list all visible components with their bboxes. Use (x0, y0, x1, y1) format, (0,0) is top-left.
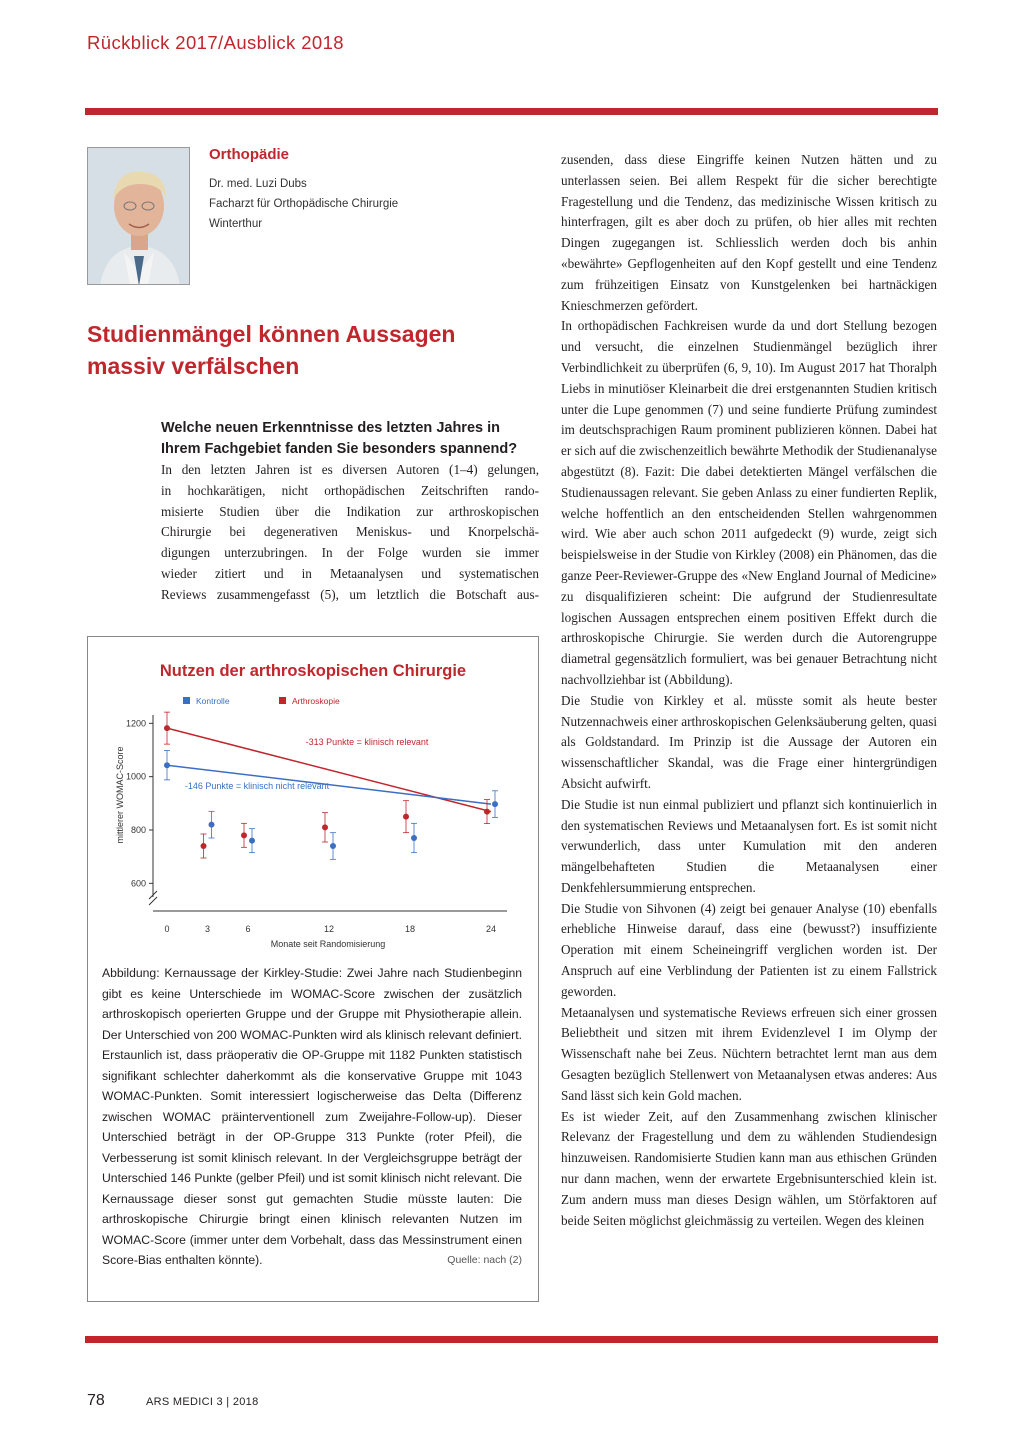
data-point (164, 762, 170, 768)
x-tick-label: 0 (164, 924, 170, 934)
footer-rule (85, 1336, 938, 1343)
annotation-label: -146 Punkte = klinisch nicht relevant (184, 781, 330, 791)
x-tick-label: 18 (404, 924, 416, 934)
body-line: in hochkarätigen, nicht orthopädischen Zeitschriften rando- (161, 482, 539, 498)
interview-question: Welche neuen Erkenntnisse des letzten Jahres in Ihrem Fachgebiet fanden Sie besonders spannend? (161, 420, 518, 457)
data-point (411, 835, 417, 841)
y-tick-label: 800 (130, 825, 146, 835)
body-line: Reviews zusammengefasst (5), um letztlich die Botschaft aus- (161, 586, 539, 602)
figure-source: Quelle: nach (2) (447, 1254, 522, 1266)
legend-swatch (279, 697, 286, 704)
body-line: digungen unterzubringen. In der Folge wurden sie immer (161, 545, 539, 561)
author-title: Facharzt für Orthopädische Chirurgie (209, 198, 399, 210)
right-body-text (561, 150, 937, 1231)
author-photo (87, 147, 190, 285)
paragraph: Die Studie ist nun einmal publiziert und pflanzt sich kontinuierlich in den systematischen Reviews und Metaanalysen fort. Es ist somit nicht verwunderlich, dass unter Kumulation mit den anderen mängelbehafteten Studien die Metaanalysen einer Denkfehlersummierung entsprechen. (561, 796, 937, 895)
author-city: Winterthur (209, 218, 263, 230)
data-point (492, 801, 498, 807)
data-point (241, 832, 247, 838)
y-tick-label: 1200 (125, 718, 146, 729)
x-tick-label: 12 (323, 924, 335, 934)
x-axis-label: Monate seit Randomisierung (270, 939, 386, 949)
paragraph: In orthopädischen Fachkreisen wurde da und dort Stellung bezogen und versucht, die einzelnen Studienmängel bezüglich ihrer Verbindlichkeit zu überprüfen (6, 9, 10). Im August 2017 hat Thoralph Liebs in minutiöser Kleinarbeit die drei erstgenannten Studien kritisch unter die Lupe genommen (7) und seine fundierte Prüfung zumindest im deutschsprachigen Raum prominent publizieren können. Dabei hat er sich auf die zwischenzeitlich bewährte Methodik der Studienanalyse abgestützt (8). Fazit: Die dabei detektierten Mängel verfälschen die Studienaussagen relevant. Sie geben Anlass zu einer fundierten Replik, welche hoffentlich an den entscheidenden Stellen wahrgenommen wird. Wie aber auch schon 2011 aufgedeckt (9) wurde, zeigt sich beispielsweise in der Studie von Kirkley (2008) ein Phänomen, das die ganze Peer-Reviewer-Gruppe des «New England Journal of Medicine» zu disqualifizieren scheint: Die aufgrund der Studienresultate logischen Aussagen entsprechen einem positiven Effekt durch die arthroskopische Chirurgie. Sie werden durch die Autorengruppe diametral gegensätzlich formuliert, was bei genauer Betrachtung nicht nachvollziehbar ist (Abbildung). (561, 318, 937, 687)
magazine-name: ARS MEDICI 3 | 2018 (146, 1396, 259, 1408)
page-number: 78 (87, 1392, 105, 1409)
article-headline: Studienmängel können Aussagen massiv verfälschen (87, 321, 456, 379)
data-point (322, 824, 328, 830)
annotation-label: -313 Punkte = klinisch relevant (305, 737, 429, 747)
data-point (330, 843, 336, 849)
paragraph: Die Studie von Sihvonen (4) zeigt bei genauer Analyse (10) ebenfalls erhebliche Hinweise darauf, dass eine (bewusst?) insuffiziente Operation mit einem Scheineingriff verglichen worden ist. Der Anspruch auf eine Verblindung der Patienten ist zu einem Fallstrick geworden. (561, 900, 937, 999)
chart-axes (126, 715, 507, 934)
y-tick-label: 600 (130, 878, 146, 889)
chart-title: Nutzen der arthroskopischen Chirurgie (159, 662, 467, 680)
data-point (164, 725, 170, 731)
x-tick-label: 6 (245, 924, 251, 934)
data-point (249, 838, 255, 844)
body-line: misierte Studien über die Indikation zur arthroskopischen (161, 503, 539, 519)
running-header: Rückblick 2017/Ausblick 2018 (87, 32, 344, 53)
data-point (484, 809, 490, 815)
left-body-text (161, 460, 539, 606)
body-line: Chirurgie bei degenerativen Meniskus- und Knorpelschä- (161, 524, 539, 540)
caption-text: Abbildung: Kernaussage der Kirkley-Studie: Zwei Jahre nach Studienbeginn gibt es keine Unterschiede im WOMAC-Score zwischen der zusätzlich arthroskopisch operierten Gruppe und der Gruppe mit Physiotherapie allein. Der Unterschied von 200 WOMAC-Punkten wird als klinisch relevant definiert. Erstaunlich ist, dass präoperativ die OP-Gruppe mit 1182 Punkten statistisch signifikant schlechter daherkommt als die konservative Gruppe mit 1043 WOMAC-Punkten. Somit interessiert logischerweise das Delta (Differenz zwischen WOMAC präinterventionell zum Zweijahre-Follow-up). Dieser Unterschied beträgt in der OP-Gruppe 313 Punkte (roter Pfeil), die Verbesserung ist somit klinisch relevant. In der Vergleichsgruppe beträgt der Unterschied 146 Punkte (gelber Pfeil) und ist somit klinisch nicht relevant. Die Kernaussage dieser sonst gut gemachten Studie müsste lauten: Die arthroskopische Chirurgie bringt einen klinisch relevanten Nutzen im WOMAC-Score (immer unter dem Vorbehalt, dass das Messinstrument einen Score-Bias enthalten könnte). (102, 966, 522, 1267)
header-rule (85, 108, 938, 115)
paragraph: Die Studie von Kirkley et al. müsste somit als heute bester Nutzennachweis einer arthroskopischen Gelenksäuberung gelten, quasi als Goldstandard. Im Prinzip ist die Aussage der Autoren ein wissenschaftlicher Skandal, was die Frage einer hintergründigen Absicht aufwirft. (561, 692, 937, 791)
legend-swatch (183, 697, 190, 704)
chart-svg (87, 685, 539, 955)
author-name: Dr. med. Luzi Dubs (209, 178, 307, 190)
paragraph: Metaanalysen und systematische Reviews erfreuen sich einer grossen Beliebtheit und sitzen mit ihrem Evidenzlevel I im Olymp der Wissenschaft nahe bei Zeus. Nüchtern betrachtet lernt man aus dem Gesagten bezüglich Stellenwert von Metaanalysen etwas anderes: Aus Sand lässt sich kein Gold machen. (561, 1004, 937, 1103)
body-line: wieder zitiert und in Metaanalysen und systematischen (161, 565, 539, 581)
paragraph: Es ist wieder Zeit, auf den Zusammenhang zwischen klinischer Relevanz der Fragestellung und dem zu wählenden Studiendesign hinzuweisen. Randomisierte Studien kann man aus ethischen Gründen nur dann machen, wenn der erwartete Ergebnisunterschied klein ist. Zum andern muss man dieses Design wählen, um Störfaktoren auf beide Seiten möglichst gleichmässig zu verteilen. Wegen des kleinen (561, 1108, 937, 1228)
chart-legend (183, 696, 340, 706)
legend-label: Kontrolle (196, 696, 230, 706)
section-label: Orthopädie (209, 146, 290, 163)
figure-caption (102, 963, 522, 1271)
y-axis-label: mittlerer WOMAC-Score (115, 746, 125, 844)
data-point (201, 843, 207, 849)
x-tick-label: 24 (485, 924, 497, 934)
x-tick-label: 3 (204, 924, 211, 934)
legend-label: Arthroskopie (292, 696, 340, 706)
data-point (209, 822, 215, 828)
paragraph: zusenden, dass diese Eingriffe keinen Nutzen hätten und zu unterlassen seien. Bei allem Respekt für die sicher berechtigte Fragestellung und die Tendenz, das medizinische Wissen kritisch zu hinterfragen, gilt es aber doch zu prüfen, ob hier alles mit rechten Dingen zugegangen ist. Schliesslich werden doch bis anhin «bewährte» Gepflogenheiten auf den Kopf gestellt und eine Tendenz zum frühzeitigen Einsatz von Kunstgelenken bei hartnäckigen Knieschmerzen gefördert. (561, 152, 937, 313)
body-line: In den letzten Jahren ist es diversen Autoren (1–4) gelungen, (161, 462, 539, 477)
data-point (403, 814, 409, 820)
y-tick-label: 1000 (125, 771, 146, 782)
